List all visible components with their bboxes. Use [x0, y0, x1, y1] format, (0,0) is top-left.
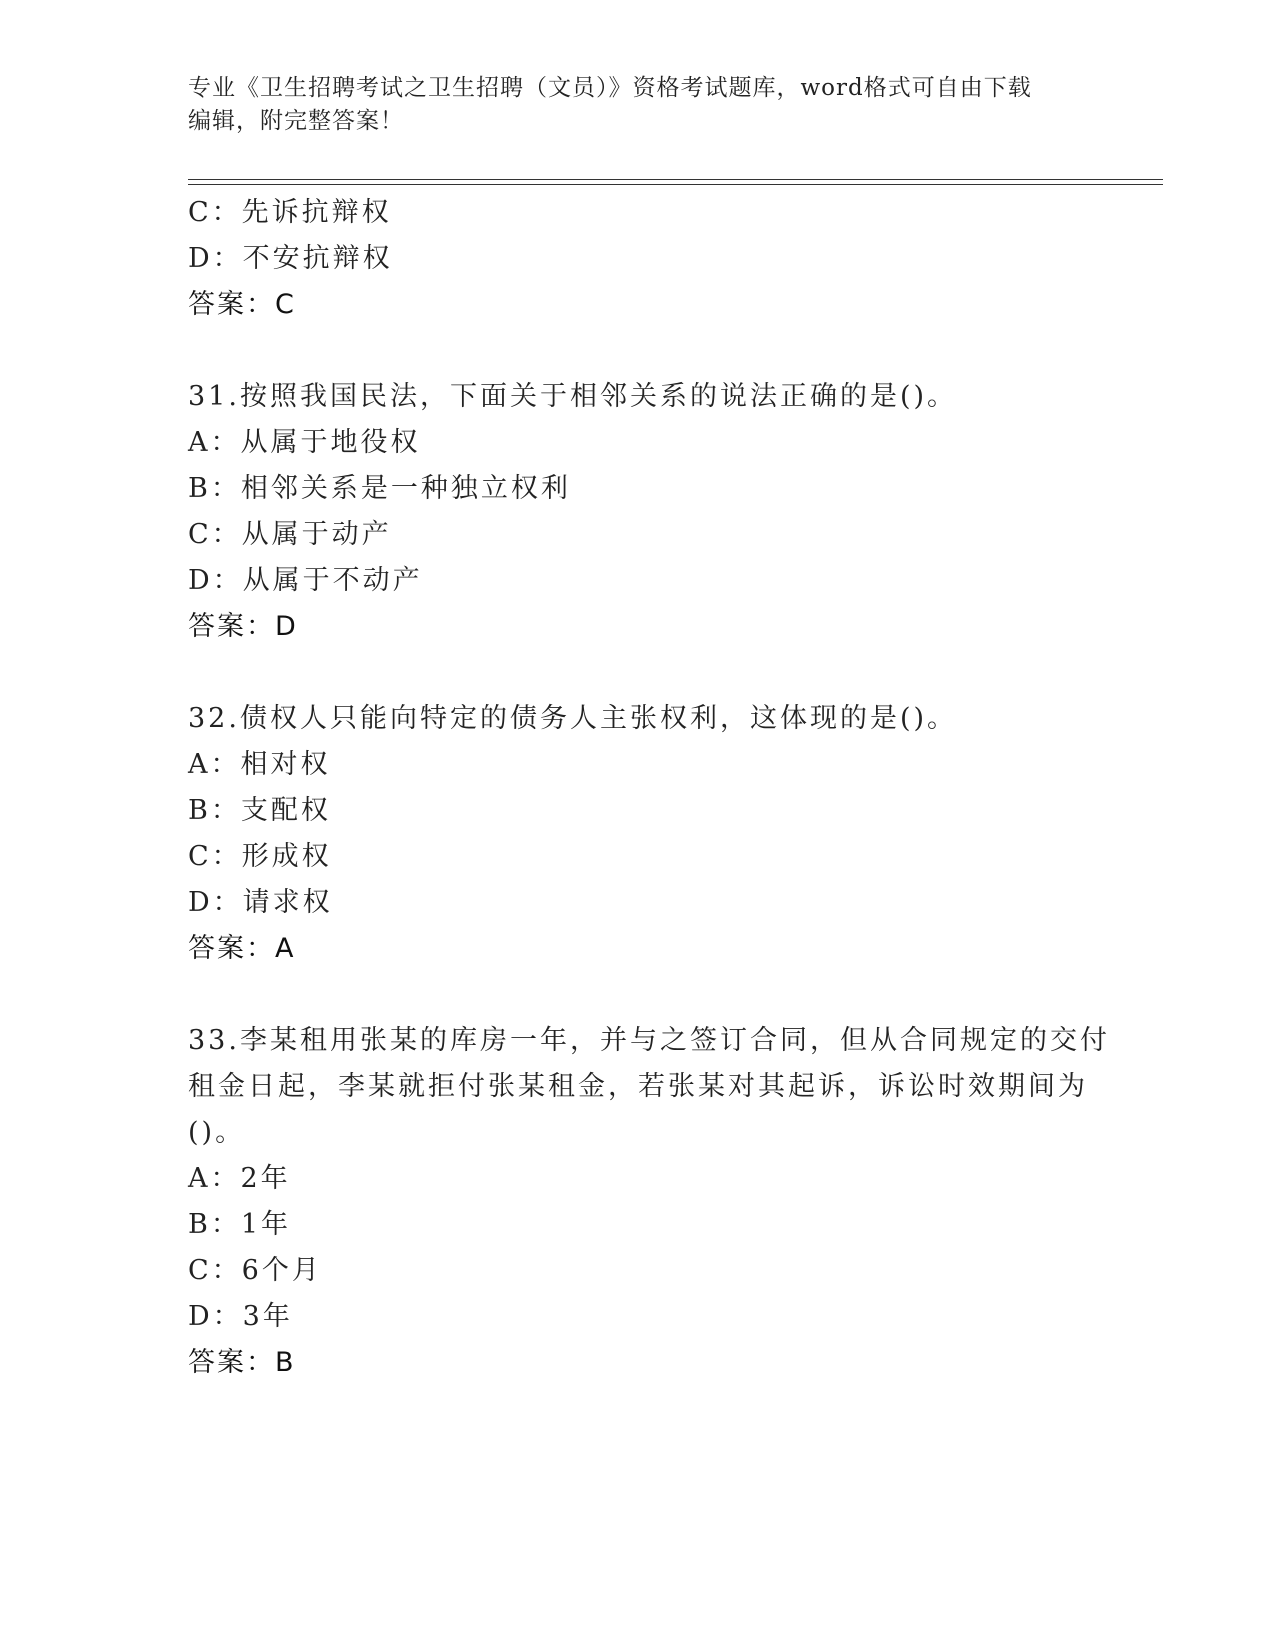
question-text-line-2: 租金日起，李某就拒付张某租金，若张某对其起诉，诉讼时效期间为	[188, 1071, 1088, 1102]
option-d: D：从属于不动产	[188, 565, 423, 596]
option-a: A：从属于地役权	[188, 427, 421, 458]
option-b: B：相邻关系是一种独立权利	[188, 473, 571, 504]
option-a: A：2年	[188, 1163, 291, 1194]
option-c: C：先诉抗辩权	[188, 197, 392, 228]
question-text-line-3: ()。	[188, 1117, 246, 1148]
answer-line: 答案：B	[188, 1347, 296, 1378]
question-list	[188, 190, 1110, 1386]
option-a: A：相对权	[188, 749, 331, 780]
option-b: B：支配权	[188, 795, 331, 826]
header-divider-top	[188, 179, 1163, 180]
previous-question-tail	[188, 190, 1088, 328]
document-header	[188, 72, 1088, 138]
option-d: D：请求权	[188, 887, 333, 918]
answer-line: 答案：C	[188, 289, 296, 320]
question-text: 32.债权人只能向特定的债务人主张权利，这体现的是()。	[188, 703, 958, 734]
header-divider-bottom	[188, 184, 1163, 185]
question-31	[188, 374, 1088, 650]
question-text: 31.按照我国民法，下面关于相邻关系的说法正确的是()。	[188, 381, 958, 412]
header-line-2: 编辑，附完整答案！	[188, 108, 404, 134]
option-c: C：形成权	[188, 841, 332, 872]
option-c: C：从属于动产	[188, 519, 392, 550]
question-32	[188, 696, 1088, 972]
option-b: B：1年	[188, 1209, 292, 1240]
question-text-line-1: 33.李某租用张某的库房一年，并与之签订合同，但从合同规定的交付	[188, 1025, 1110, 1056]
option-d: D：3年	[188, 1301, 293, 1332]
question-33	[188, 1018, 1110, 1386]
answer-line: 答案：D	[188, 611, 298, 642]
option-c: C：6个月	[188, 1255, 322, 1286]
header-line-1: 专业《卫生招聘考试之卫生招聘（文员）》资格考试题库，word格式可自由下载	[188, 75, 1032, 101]
option-d: D：不安抗辩权	[188, 243, 393, 274]
answer-line: 答案：A	[188, 933, 296, 964]
